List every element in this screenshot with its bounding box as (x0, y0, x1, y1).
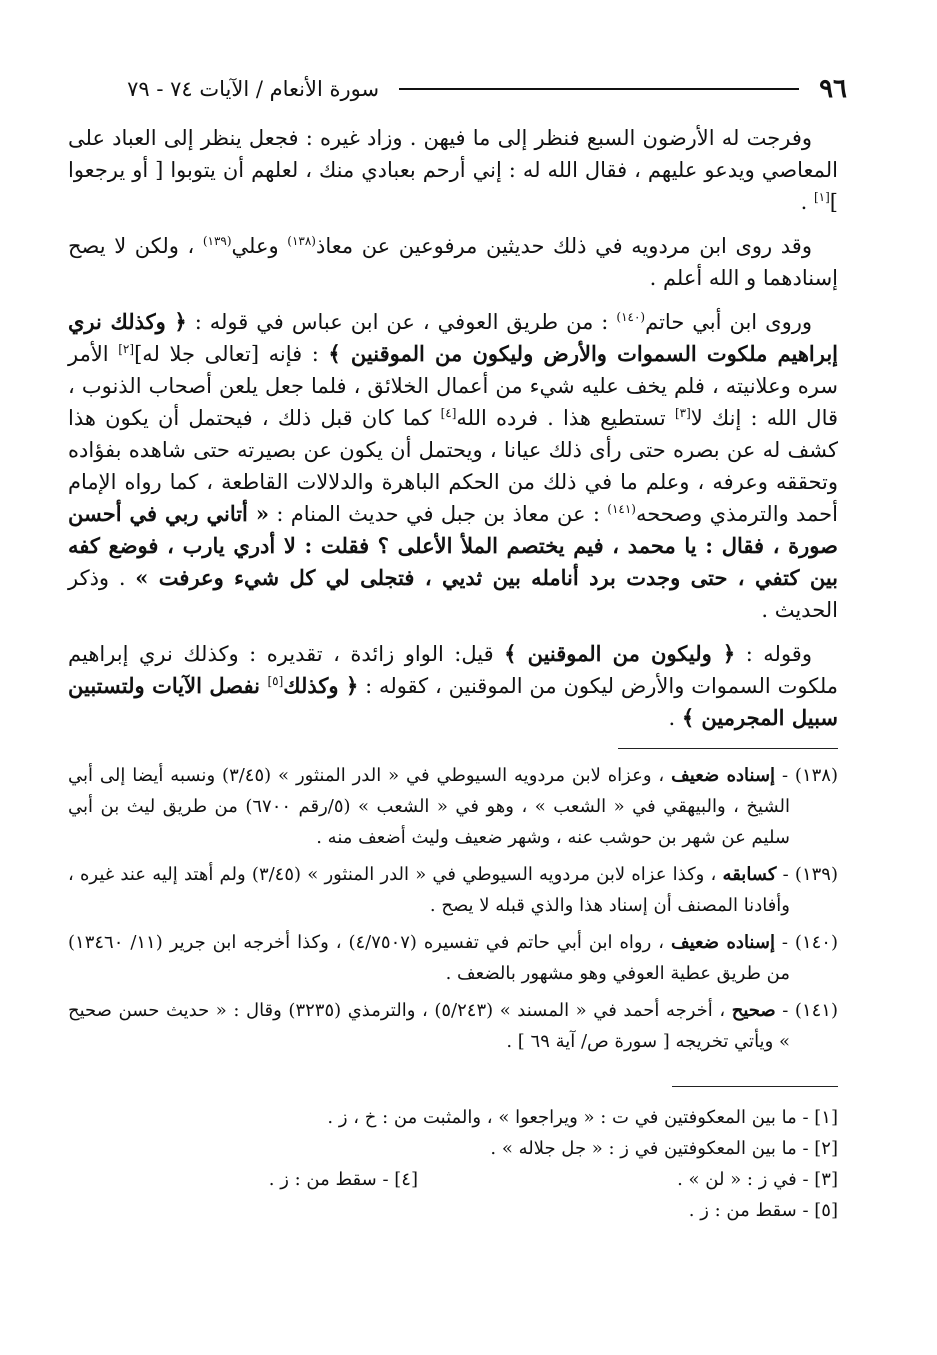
manuscript-notes (68, 1102, 838, 1226)
note-ref: [٤] (440, 406, 457, 420)
text-span: : من طريق العوفي ، عن ابن عباس في قوله : (186, 310, 617, 334)
paragraph-3 (68, 306, 838, 626)
note-3: [٣] - في ز : « لن » . (677, 1169, 838, 1190)
footnote-grade: إسناده ضعيف (670, 932, 775, 953)
note-ref: [٥] (267, 674, 284, 688)
note-ref: [٢] (118, 342, 135, 356)
note-4: [٤] - سقط من : ز . (268, 1169, 418, 1190)
footnote-number: (١٣٨) - (775, 765, 839, 786)
footnote-grade: صحيح (731, 1000, 776, 1021)
footnote-text: ، وعزاه لابن مردويه السيوطي في « الدر المنثور » (٣/٤٥) ونسبه أيضا إلى أبي الشيخ ، والبيهقي في « الشعب » ، وهو في « الشعب » (٥/رقم ٦٧٠٠) من طريق ليث بن أبي سليم عن شهر بن حوشب عنه ، وشهر ضعيف وليث أضعف منه . (68, 765, 790, 848)
note-ref: [١] (813, 190, 830, 204)
text-span: كما كان قبل ذلك ، فيحتمل أن يكون هذا كشف له عن بصره حتى رأى ذلك عيانا ، ويحتمل أن يكون عن بصيرته حتى شاهده بفؤاده وتحققه وعرفه ، وعلم ما في ذلك من الحكم الباهرة والدلالات القاطعة ، كما رواه الإمام أحمد والترمذي وصححه (68, 406, 838, 526)
text-span: تستطيع هذا . فرده الله (456, 406, 675, 430)
note-5: [٥] - سقط من : ز . (688, 1200, 838, 1221)
page-number: ٩٦ (819, 74, 847, 104)
footnote-text: ، وكذا عزاه لابن مردويه السيوطي في « الدر المنثور » (٣/٤٥) ولم أهتد إليه عند غيره ، وأفادنا المصنف أن إسناد هذا والذي قبله لا يصح . (68, 864, 790, 916)
page-header (70, 72, 847, 106)
paragraph-4 (68, 638, 838, 734)
hadith-quote: « أتاني ربي في أحسن صورة ، فقال : يا محمد ، فيم يختصم الملأ الأعلى ؟ فقلت : لا أدري يارب ، فوضع كفه بين كتفي ، حتى وجدت برد أنامله بين ثديي ، فتجلى لي كل شيء وعرفت » (68, 501, 839, 590)
notes-row (68, 1164, 838, 1195)
text-span: ، ولكن لا يصح إسنادهما و الله أعلم . (68, 234, 838, 290)
quran-quote: ﴿ وكذلك (283, 673, 359, 698)
footnote-ref: (١٤٠) (616, 310, 646, 324)
footnote-grade: كسابقه (722, 864, 777, 885)
quran-quote: ﴿ وليكون من الموقنين ﴾ (504, 641, 736, 666)
footnote-number: (١٤٠) - (774, 932, 838, 953)
text-span: قيل: الواو زائدة ، تقديره : وكذلك نري إبراهيم ملكوت السموات والأرض ليكون من الموقنين ، كقوله : (68, 642, 839, 698)
text-span: . (800, 190, 814, 214)
footnote-text: ، رواه ابن أبي حاتم في تفسيره (٤/٧٥٠٧) ، وكذا أخرجه ابن جرير (١١/ ١٣٤٦٠) من طريق عطية العوفي وهو مشهور بالضعف . (68, 932, 790, 984)
footnote-text: ، أخرجه أحمد في « المسند » (٥/٢٤٣) ، والترمذي (٣٢٣٥) وقال : « حديث حسن صحيح » ويأتي تخريجه [ سورة ص/ آية ٦٩ ] . (68, 1000, 790, 1052)
text-span: وعلي (231, 234, 288, 258)
footnote-ref: (١٣٨) (287, 234, 316, 248)
text-span: الأمر سره وعلانيته ، فلم يخف عليه شيء من أعمال الخلائق ، فلما جعل يلعن أصحاب الذنوب ، قال الله : إنك لا (68, 342, 838, 430)
footnote-ref: (١٤١) (607, 502, 636, 516)
header-rule (399, 88, 799, 90)
footnote-138 (68, 760, 838, 853)
text-span: وقد روى ابن مردويه في ذلك حديثين مرفوعين عن معاذ (315, 234, 812, 258)
footnote-grade: إسناده ضعيف (671, 765, 776, 786)
footnotes (68, 760, 838, 1063)
quran-quote: ﴿ وكذلك نري إبراهيم ملكوت السموات والأرض وليكون من الموقنين ﴾ (68, 309, 839, 366)
note-1: [١] - ما بين المعكوفتين في ت : « ويراجعوا » ، والمثبت من : خ ، ز . (327, 1107, 838, 1128)
text-span: وقوله : (735, 642, 812, 666)
note-2: [٢] - ما بين المعكوفتين في ز : « جل جلاله » . (490, 1138, 838, 1159)
text-span: . (668, 706, 682, 730)
text-span: : فإنه [تعالى جلا له] (134, 342, 329, 366)
footnote-ref: (١٣٩) (202, 234, 232, 248)
footnote-141 (68, 995, 838, 1057)
text-span: : عن معاذ بن جبل في حديث المنام : (268, 502, 608, 526)
footnote-139 (68, 859, 838, 921)
footnote-140 (68, 927, 838, 989)
main-text (68, 122, 838, 746)
footnote-number: (١٣٩) - (776, 864, 838, 885)
running-head: سورة الأنعام / الآيات ٧٤ - ٧٩ (127, 77, 380, 101)
quran-quote: نفصل الآيات ولتستبين سبيل المجرمين ﴾ (68, 673, 838, 730)
paragraph-1 (68, 122, 838, 218)
text-span: . وذكر الحديث . (68, 566, 838, 622)
footnote-number: (١٤١) - (775, 1000, 838, 1021)
note-ref: [٣] (674, 406, 691, 420)
text-span: وروى ابن أبي حاتم (645, 310, 813, 334)
footnote-rule (618, 748, 838, 749)
text-span: وفرجت له الأرضون السبع فنظر إلى ما فيهن . وزاد غيره : فجعل ينظر إلى العباد على المعاصي ويدعو عليهم ، فقال الله له : إني أرحم بعبادي منك ، لعلهم أن يتوبوا [ أو يرجعوا ] (68, 126, 838, 214)
notes-rule (672, 1086, 838, 1087)
paragraph-2 (68, 230, 838, 294)
